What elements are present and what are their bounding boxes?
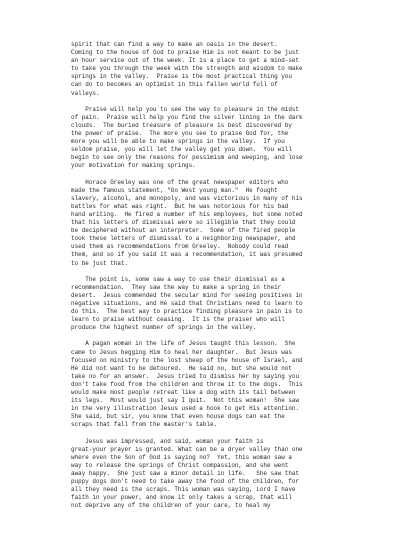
text-line: valleys. [71,89,100,97]
text-line: take no for an answer. Jesus tried to dismiss her by saying you [71,372,300,380]
text-line: learn to praise without ceasing. It is the praiser who will [71,316,285,324]
paragraph [71,438,391,511]
text-line: way to release the springs of Christ compassion, and she went [71,461,289,469]
text-line: where even the Son of God is saying no? Yet, this woman saw a [71,453,292,461]
text-line: spirit that can find a way to make an oasis in the desert. [71,41,278,48]
text-line: don't take food from the children and throw it to the dogs. This [71,380,303,388]
text-line: battles for what was right. But he was notorious for his bad [71,202,289,210]
text-line: Jesus was impressed, and said, woman your faith is [71,437,264,445]
text-line: can do to becomes an optimist in this fallen world full of [71,81,278,89]
text-line: negative situations, and He said that Christians need to learn to [71,300,303,307]
text-line: to take you through the week with the strength and wisdom to make [71,65,303,73]
text-line: them, and so if you said it was a recommendation, it was presumed [71,251,303,259]
paragraph [71,41,391,98]
text-line: hand writing. He fired a number of his employees, but some noted [71,210,303,218]
text-line: all they need is the scraps. This woman was saying, Lord I have [71,486,296,494]
text-line: came to Jesus begging Him to heal her daughter. But Jesus was [71,348,292,356]
text-line: made the famous statement, "Go West young man." He fought [71,186,278,194]
paragraph [71,179,391,268]
text-line: the power of praise. The more you see to praise God for, the [71,130,289,138]
text-line: to be just that. [71,259,129,267]
text-line: desert. Jesus commended the secular mind for seeing positives in [71,291,303,299]
text-line: He did not want to be detoured. He said no, but she would not [71,364,292,372]
text-line: Horace Greeley was one of the great newspaper editors who [71,178,289,186]
text-line: faith in your power, and know it only takes a scrap, that will [71,494,292,502]
text-line: produce the highest number of springs in the valley. [71,324,257,332]
text-line: great-your prayer is granted. What can be a dryer valley than one [71,445,303,453]
text-line: springs in the valley. Praise is the most practical thing you [71,73,292,81]
text-line: would make most people retreat like a dog with its tail between [71,389,296,397]
text-line: used them as recommendations from Greeley. Nobody could read [71,243,289,251]
document-body [71,41,391,519]
text-line: away happy. She just saw a minor detail in life. She saw that [71,469,300,477]
text-line: scraps that fall from the master's table. [71,421,218,429]
paragraph [71,106,391,171]
text-line: more you will be able to make springs in the valley. If you [71,138,285,146]
text-line: A pagan woman in the life of Jesus taught this lesson. She [71,340,296,348]
text-line: slavery, alcohol, and monopoly, and was victorious in many of his [71,194,303,202]
text-line: focused on ministry to the lost sheep of the house of Israel, and [71,356,303,364]
text-line: that his letters of dismissal were so illegible that they could [71,219,296,227]
text-line: your motivation for making springs. [71,162,196,170]
text-line: seldom praise, you will let the valley get you down. You will [71,146,292,154]
text-line: an hour service out of the week. It is a place to get a mind-set [71,57,300,65]
text-line: Praise will help you to see the way to pleasure in the midst [71,105,300,113]
text-line: She said, but sir, you know that even house dogs can eat the [71,413,285,421]
text-line: begin to see only the reasons for pessimism and weeping, and lose [71,154,303,162]
text-line: took these letters of dismissal to a neighboring newspaper, and [71,235,296,243]
text-line: Coming to the house of God to praise Him is not meant to be just [71,49,300,57]
paragraph [71,276,391,333]
text-line: recommendation. They saw the way to make a spring in their [71,283,282,291]
text-line: not deprive any of the children of your care, to heal my [71,502,271,510]
text-line: its legs. Most would just say I quit. Not this woman! She saw [71,397,300,405]
text-line: in the very illustration Jesus used a hook to get His attention. [71,405,300,413]
text-line: of pain. Praise will help you find the silver lining in the dark [71,113,303,121]
text-line: puppy dogs don't need to take away the food of the children, for [71,478,300,486]
paragraph [71,340,391,429]
text-line: be deciphered without an interpreter. Some of the fired people [71,227,296,235]
text-line: do this. The best way to practice finding pleasure in pain is to [71,308,303,316]
text-line: clouds. The buried treasure of pleasure is best discovered by [71,121,292,129]
text-line: The point is, some saw a way to use their dismissal as a [71,275,285,283]
